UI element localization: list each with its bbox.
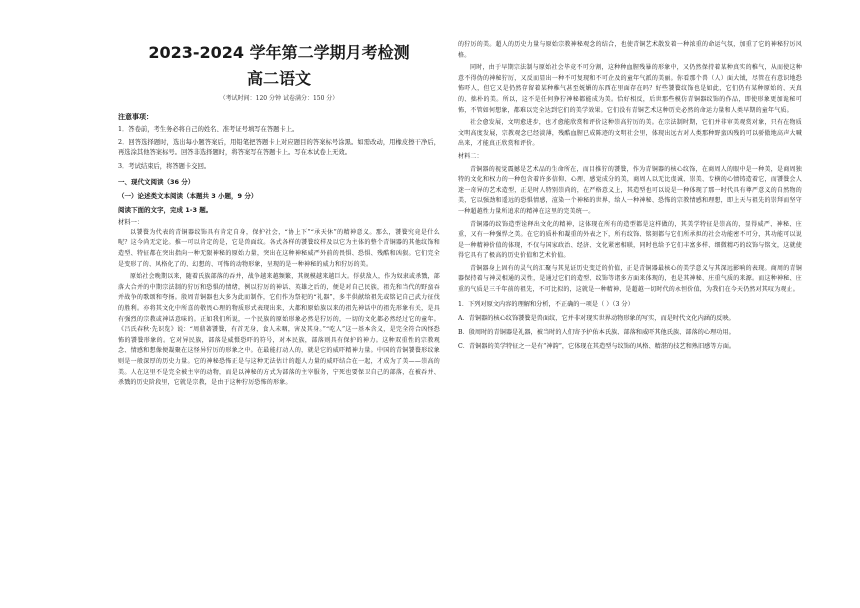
exam-info: （考试时间：120 分钟 试卷满分：150 分） [219,95,339,102]
notes-heading: 注意事项： [118,113,153,121]
reading-instruction: 阅读下面的文字，完成 1-3 题。 [118,205,213,214]
exam-title: 2023-2024 学年第二学期月考检测 [148,43,410,62]
left-column [118,0,440,608]
note-item: 1．答卷前，考生务必将自己的姓名、准考证号填写在答题卡上。 [118,126,299,133]
material-paragraph: 以饕餮为代表的青铜器纹饰具有肯定自身，保护社会，“协上下”“承天休”的精神意义。那么，饕餮究竟是什么呢？这今尚无定论。推一可以肯定的是，它是兽面纹。各式各样的饕餮纹样及以它为主体的整个青铜器的其他纹饰和造型、特征都在突出指向一种无限神秘的原始力量，突出在这种神秘威严外前的畏惧、恐惧、残酷和凶狠。它们完全是变形了的、风格化了的、幻想的、可怖的动物形象，呈现的是一种神秘的威力和狞厉的美。 [118,228,440,268]
note-item: 2．回答选择题时，选出每小题答案后，用铅笔把答题卡上对应题目的答案标号涂黑。如需改动，用橡皮擦干净后，再选涂其他答案标号。回答非选择题时，将答案写在答题卡上。写在本试卷上无效。 [118,139,440,157]
option-c: C．青铜器的美学特征之一是有“神韵”，它体现在其造型与纹饰的风格、精湛的技艺和熟旧感等方面。 [458,342,736,350]
option-b: B．殷周时的青铜器是礼器，被当时的人们寄予护佑本氏族、部落和威吓其他氏族、部落的心理功用。 [458,328,735,336]
material-paragraph: 社会愈发展，文明愈进步，也才愈能欣赏和评价这种崇高狞厉的美。在宗法制时期，它们并非审美观赏对象，只有在物质文明高度发展，宗教观念已经淡薄，残酷血腥已成陈迹的文明社会里，体现出远古对人类那种野蛮凶残的可以骄傲地高声大喊出来，才能真正欣赏和评价。 [458,119,802,148]
material1-label: 材料一： [118,218,144,226]
option-a: A．青铜器的核心纹饰饕餮是兽面纹，它并非对现实世界动物形象的写实，而是时代文化内涵的反映。 [458,314,735,322]
material-paragraph: 青铜器身上固有的灵气的汇聚与其见证历史变迁的价值，正是青铜器最核心的美学意义与其深远影响的表现。商周的青铜器保持着与神灵相通的灵性，是通过它们的造型、纹饰等诸多方面来体现的，也是其神秘、庄重气质的来源。而这种神秘、庄重的气质是三千年前的祖先，不可比拟的，这就是一种精神，是超越一切时代的永恒价值，为我们在今天仍然对其叹为观止。 [458,264,802,294]
right-column [458,0,802,608]
material-paragraph: 的狞厉的美。超人的历史力量与原始宗教神秘观念的结合，也使青铜艺术散发着一种浓重的命运气氛，加重了它的神秘狞厉风格。 [458,41,802,59]
material-paragraph: 同时，由于早期宗法制与原始社会毕竟不可分割，这种种血腥残暴的形象中，又仍然保持着某种真实的稚气，从而使这种意不得伪的神秘狞厉，又反而显出一种不可复现和不可企及的童年气派的美丽。你看那个兽（人）面大钺，尽管在有意识地恐怖吓人，但它又是仍然存留着某种稚气甚至妩媚的东西在里面存在吗？好些饕餮纹饰也是如此，它们仍有某种原始的、天真的、拙朴的美。所以，这不是任何狰狞神秘都能成为美。恰好相反，后世那些模仿青铜器纹饰的作品，即使形象更加诡秘可怖，不管如何想象，都难以完全达到它们的美学效果。它们没有青铜艺术这种历史必然的命运力量和人类早期的童年气质。 [458,64,802,114]
material-paragraph: 青铜器的纹饰造型诠释出文化的精神，这体现在所有的造型都是这样做的，其美学特征是崇高的，显得威严、神秘、庄重，又有一种强悍之美。在它的质朴和凝重的外表之下，所有纹饰、铭刻都与它们所承担的社会功能密不可分，其功能可以说是一种精神价值的体现，不仅与国家政治、经济、文化紧密相联，同时也给予它们丰富多样、细微精巧的纹饰与铭文，这就使得它具有了极高的历史价值和艺术价值。 [458,220,802,260]
note-item: 3．考试结束后，将答题卡交回。 [118,162,211,170]
material2-label: 材料二： [458,152,483,160]
material-paragraph: 青铜器的视觉震撼是艺术品的生命所在，而目推狞的饕餮，作为青铜器的核心纹饰，在商周人的眼中是一种美，是商周独特的文化和权力的一种包含着许多信仰、心理、感觉成分的美，商周人以无比虔诚、崇美、专横的心情铸造着它，而饕餮会人迷一奇异的艺术造型，正是时人特别崇尚的，在严格意义上，其造型也可以说是一种体现了那一时代具有尊严意义的自然物的美，它以强劲和遥远的恐惧情感，渲染一个神秘的世界，给人一种神秘、恐怖的宗教情感和理想，即上天与祖先的崇拜而坚守一种超越性力量所追求的精神在这里的完美统一。 [458,165,802,215]
exam-subtitle: 高二语文 [246,69,311,88]
subsection-heading: （一）论述类文本阅读（本题共 3 小题，9 分） [118,191,258,200]
material-paragraph: 原始社会晚期以来，随着氏族部落的吞并，战争越来越频繁，其规模越来越巨大。俘获敌人，作为奴隶或杀戮，部落大合并的中期宗法制的狞厉和恐惧的情绪，例以狞厉的神话、英雄之后的，便是对自己民族，祖先和当代的野蛮吞并战争的歌颂和夸扬。殷周青铜器也大多为此而制作，它们作为祭祀的“礼器”，多半供献给祖先或铭记自己武力征伐的胜利。亦将其文化中所喜的敬畏心理的物质形式表现出来，大都和原始族以来的祖先神话中的祖先形象有关，是具有强烈的宗教或神话意味的。正如我们所说，一个民族的原始形象必然是狞厉的，一切的文化都必然经过它的童年。《吕氏春秋·先识览》说：“周鼎著饕餮，有首无身，食人未咽，害及其身。”“吃人”这一基本含义，是完全符合凶怪恐怖的饕餮形象的。它对异民族，部落是威慑恐吓的符号，对本民族，部落则具有保护的神力。这种双重性的宗教观念、情感和想像便凝聚在这怪异狞厉的形象之中。在最能打动人的，就是它的威吓精神力量。中国的青铜饕餮形纹象则是一般深厚的历史力量。它的神秘恐怖正是与这种无法估计的超人力量的威吓结合在一起，才成为了美——崇高的美。人在这里不是完全被主宰的动物，而是以神秘的方式为部落的主宰服务，宁死也要保卫自己的部落，在被吞并、杀戮的历史阶段里，它就是宗教，是由于这种狞厉恐怖的形象。 [118,273,440,387]
question-1: 1．下列对原文内容的理解和分析，不正确的一项是（ ）（3 分） [458,300,634,308]
section-heading: 一、现代文阅读（36 分） [118,177,195,186]
